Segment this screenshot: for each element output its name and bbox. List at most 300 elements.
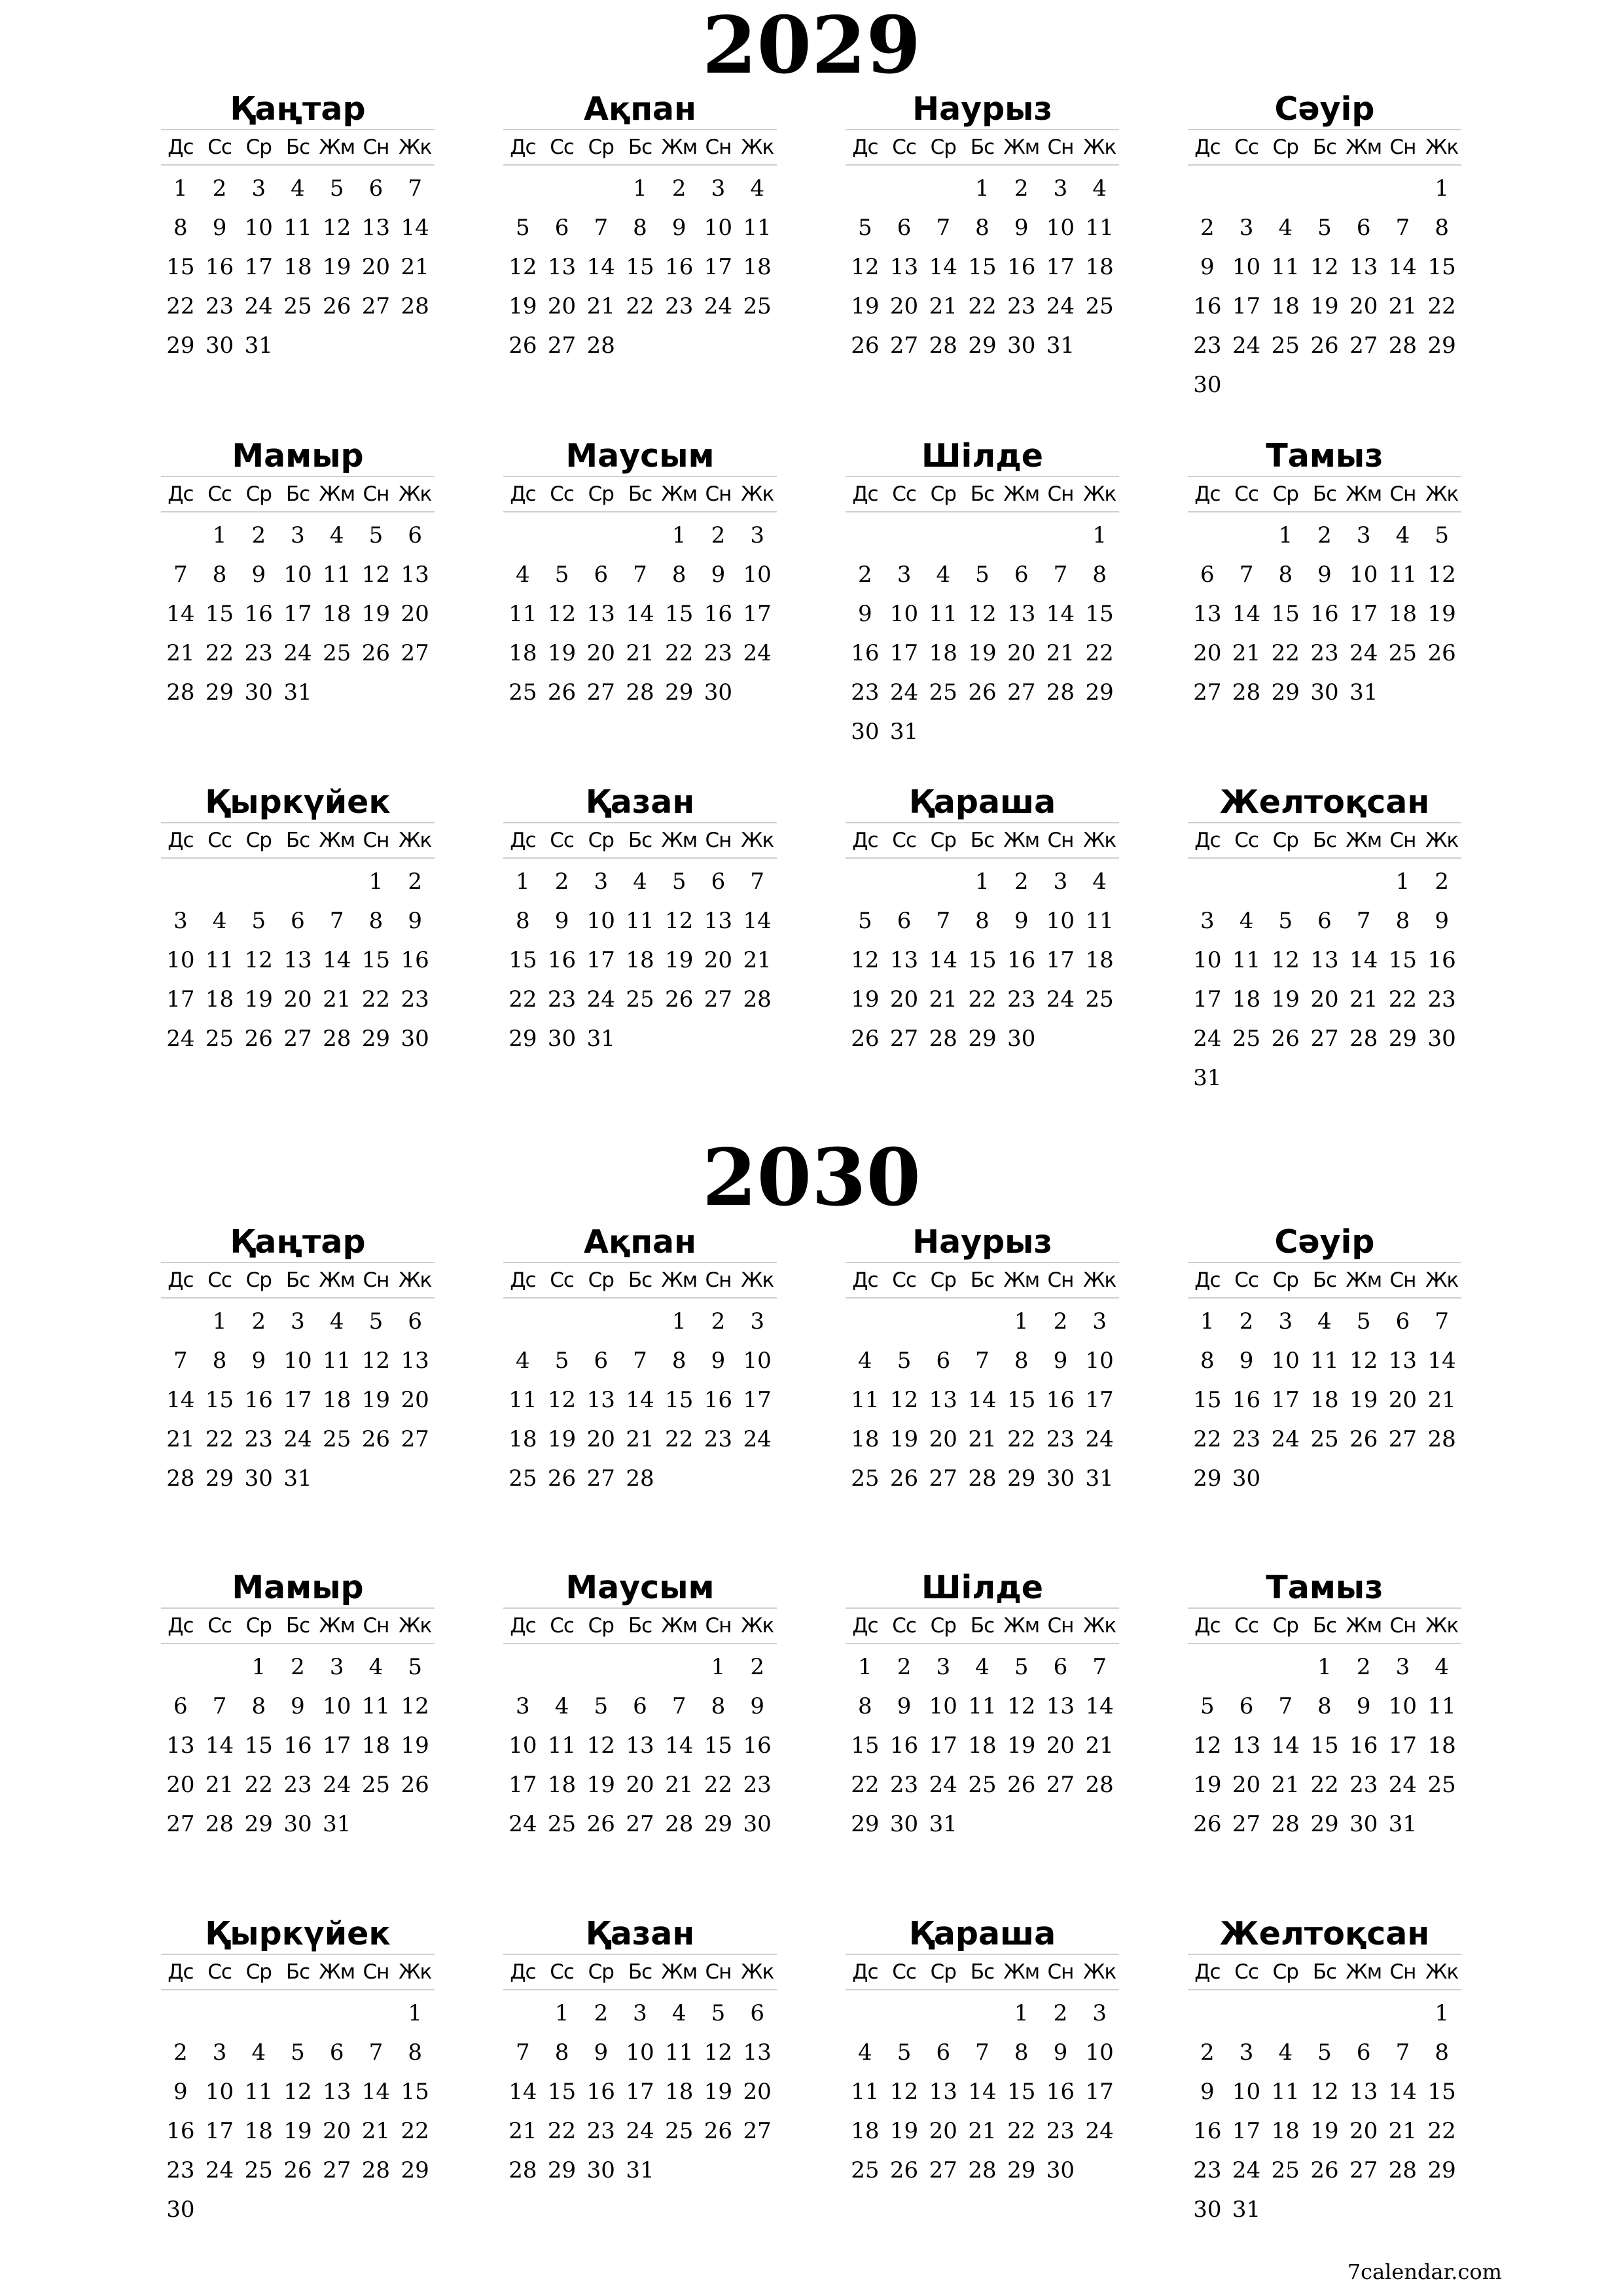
day-number: 15: [1007, 2079, 1036, 2105]
day-number: 23: [1427, 986, 1456, 1013]
day-number: 25: [283, 293, 312, 319]
empty-day-cell: [923, 1994, 963, 2033]
month-name: Қазан: [585, 1915, 695, 1952]
empty-day-cell: [885, 1302, 924, 1341]
day-number: 28: [1349, 1026, 1378, 1052]
day-number: 26: [283, 2157, 312, 2183]
day-number: 20: [743, 2079, 772, 2105]
day-number: 18: [1388, 601, 1418, 627]
empty-day-cell: [1266, 1994, 1305, 2033]
day-number: 3: [329, 1654, 344, 1680]
day-number: 21: [323, 986, 351, 1013]
weekday-label: Сн: [363, 1614, 389, 1638]
weekday-label: Дс: [1194, 482, 1221, 506]
day-number: 2: [897, 1654, 912, 1680]
day-number: 21: [743, 947, 772, 973]
weekday-header: [1188, 822, 1461, 859]
day-number: 4: [1278, 215, 1293, 241]
day-number: 12: [323, 215, 351, 241]
month-block: [846, 1568, 1119, 1844]
month-block: [846, 1223, 1119, 1498]
weekday-label: Бс: [1312, 829, 1337, 852]
day-number: 7: [1053, 562, 1068, 588]
weekday-label: Сс: [207, 1268, 232, 1292]
day-number: 17: [1388, 1732, 1418, 1759]
weekday-label: Ср: [245, 829, 272, 852]
empty-day-cell: [543, 1647, 582, 1687]
day-number: 27: [401, 640, 429, 666]
day-number: 14: [508, 2079, 537, 2105]
empty-day-cell: [963, 1994, 1002, 2033]
day-number: 25: [1271, 2157, 1300, 2183]
day-number: 29: [1427, 332, 1456, 359]
day-number: 22: [626, 293, 654, 319]
day-number: 9: [212, 215, 227, 241]
day-number: 12: [586, 1732, 615, 1759]
day-number: 15: [1427, 2079, 1456, 2105]
day-number: 27: [1232, 1811, 1261, 1837]
day-number: 20: [1310, 986, 1339, 1013]
weekday-label: Сс: [550, 482, 574, 506]
weekday-header: [161, 1262, 435, 1299]
day-number: 23: [1046, 1426, 1075, 1452]
weekday-label: Жм: [1003, 482, 1040, 506]
day-number: 4: [516, 562, 530, 588]
empty-day-cell: [278, 862, 317, 901]
day-number: 18: [205, 986, 234, 1013]
day-number: 27: [626, 1811, 654, 1837]
day-number: 20: [626, 1772, 654, 1798]
day-number: 26: [704, 2118, 733, 2144]
weekday-label: Бс: [285, 1614, 310, 1638]
weekday-label: Жм: [319, 1960, 355, 1984]
day-number: 12: [851, 254, 880, 280]
day-number: 12: [1271, 947, 1300, 973]
weekday-header: [503, 1262, 777, 1299]
day-number: 31: [586, 1026, 615, 1052]
day-number: 8: [212, 562, 227, 588]
day-number: 6: [936, 2039, 951, 2066]
day-number: 13: [586, 601, 615, 627]
day-number: 22: [968, 986, 997, 1013]
empty-day-cell: [1188, 1647, 1227, 1687]
day-number: 13: [1232, 1732, 1261, 1759]
day-number: 25: [1310, 1426, 1339, 1452]
empty-day-cell: [846, 862, 885, 901]
day-number: 25: [743, 293, 772, 319]
day-number: 1: [858, 1654, 872, 1680]
weekday-label: Сс: [1234, 1268, 1258, 1292]
year-title-2030: 2030: [702, 1132, 921, 1224]
day-number: 29: [1388, 1026, 1418, 1052]
day-number: 29: [1271, 679, 1300, 706]
weekday-label: Жм: [1003, 829, 1040, 852]
day-number: 9: [671, 215, 687, 241]
day-number: 26: [968, 679, 997, 706]
day-number: 5: [1200, 1693, 1215, 1719]
day-number: 4: [251, 2039, 266, 2066]
day-number: 7: [975, 2039, 990, 2066]
weekday-label: Сс: [207, 135, 232, 159]
weekday-label: Жк: [1425, 482, 1459, 506]
month-name: Шілде: [921, 437, 1044, 475]
day-number: 14: [205, 1732, 234, 1759]
day-number: 27: [586, 679, 615, 706]
day-number: 17: [166, 986, 195, 1013]
day-number: 15: [851, 1732, 880, 1759]
day-number: 26: [889, 2157, 919, 2183]
weekday-label: Жм: [661, 1268, 698, 1292]
day-number: 4: [329, 522, 344, 548]
day-number: 18: [1271, 2118, 1300, 2144]
day-number: 26: [244, 1026, 273, 1052]
day-number: 2: [711, 1308, 726, 1335]
day-grid: [161, 862, 435, 1058]
day-number: 8: [1200, 1348, 1215, 1374]
month-block: [161, 1914, 435, 2229]
day-number: 7: [408, 175, 422, 202]
day-number: 19: [361, 1387, 391, 1413]
site-credit: 7calendar.com: [1347, 2259, 1502, 2284]
day-number: 17: [704, 254, 733, 280]
weekday-label: Сн: [1389, 482, 1416, 506]
day-number: 26: [508, 332, 537, 359]
day-number: 2: [1053, 1308, 1068, 1335]
month-block: [161, 783, 435, 1058]
day-number: 20: [1232, 1772, 1261, 1798]
day-number: 18: [508, 640, 537, 666]
day-number: 7: [1395, 215, 1410, 241]
day-number: 15: [508, 947, 537, 973]
day-number: 28: [586, 332, 615, 359]
day-number: 29: [547, 2157, 577, 2183]
weekday-label: Дс: [168, 829, 194, 852]
day-number: 21: [1046, 640, 1075, 666]
day-number: 24: [1271, 1426, 1300, 1452]
day-number: 16: [743, 1732, 772, 1759]
day-number: 29: [205, 679, 234, 706]
day-number: 11: [1427, 1693, 1456, 1719]
day-number: 20: [361, 254, 391, 280]
day-number: 3: [173, 908, 188, 934]
day-number: 27: [547, 332, 577, 359]
weekday-label: Ср: [930, 482, 956, 506]
day-number: 3: [1200, 908, 1215, 934]
empty-day-cell: [923, 862, 963, 901]
day-number: 29: [1085, 679, 1114, 706]
weekday-label: Сн: [1047, 829, 1074, 852]
day-number: 10: [1232, 254, 1261, 280]
day-number: 20: [704, 947, 733, 973]
day-number: 16: [244, 601, 273, 627]
empty-day-cell: [503, 1302, 543, 1341]
day-number: 11: [1085, 215, 1114, 241]
day-number: 1: [212, 1308, 227, 1335]
day-number: 11: [743, 215, 772, 241]
day-number: 18: [547, 1772, 577, 1798]
day-number: 11: [508, 601, 537, 627]
day-number: 17: [626, 2079, 654, 2105]
day-number: 16: [586, 2079, 615, 2105]
weekday-label: Жм: [1003, 1960, 1040, 1984]
empty-day-cell: [620, 1647, 660, 1687]
day-number: 14: [1271, 1732, 1300, 1759]
empty-day-cell: [1227, 516, 1266, 555]
day-number: 9: [251, 1348, 266, 1374]
day-number: 17: [889, 640, 919, 666]
weekday-label: Сн: [363, 829, 389, 852]
day-number: 10: [743, 1348, 772, 1374]
day-number: 9: [1435, 908, 1449, 934]
day-number: 4: [633, 869, 647, 895]
weekday-label: Ср: [1272, 482, 1298, 506]
weekday-label: Сс: [1234, 829, 1258, 852]
day-number: 1: [554, 2000, 569, 2026]
weekday-label: Ср: [245, 1960, 272, 1984]
day-number: 3: [633, 2000, 647, 2026]
day-number: 23: [851, 679, 880, 706]
day-number: 29: [1007, 1465, 1036, 1492]
day-number: 22: [665, 1426, 694, 1452]
weekday-label: Дс: [168, 135, 194, 159]
weekday-label: Дс: [852, 1268, 878, 1292]
day-number: 7: [1435, 1308, 1449, 1335]
month-block: [503, 1223, 777, 1498]
day-number: 2: [212, 175, 227, 202]
day-number: 7: [173, 1348, 188, 1374]
day-number: 4: [975, 1654, 990, 1680]
day-grid: [161, 1994, 435, 2229]
day-number: 13: [586, 1387, 615, 1413]
day-number: 13: [626, 1732, 654, 1759]
empty-day-cell: [1305, 862, 1344, 901]
day-number: 22: [1085, 640, 1114, 666]
day-number: 4: [368, 1654, 383, 1680]
empty-day-cell: [1188, 169, 1227, 208]
day-grid: [1188, 1647, 1461, 1844]
day-number: 24: [586, 986, 615, 1013]
empty-day-cell: [963, 1302, 1002, 1341]
day-number: 28: [1427, 1426, 1456, 1452]
weekday-label: Бс: [970, 135, 995, 159]
day-number: 26: [1310, 332, 1339, 359]
day-number: 17: [1232, 2118, 1261, 2144]
day-number: 9: [711, 1348, 726, 1374]
day-number: 14: [586, 254, 615, 280]
day-number: 20: [166, 1772, 195, 1798]
day-number: 25: [665, 2118, 694, 2144]
day-number: 11: [851, 1387, 880, 1413]
weekday-label: Сс: [892, 1268, 916, 1292]
weekday-label: Жм: [661, 1614, 698, 1638]
weekday-label: Жм: [319, 135, 355, 159]
day-number: 20: [401, 601, 429, 627]
day-number: 1: [633, 175, 647, 202]
day-number: 26: [1271, 1026, 1300, 1052]
day-number: 26: [547, 1465, 577, 1492]
day-number: 17: [244, 254, 273, 280]
weekday-label: Жк: [399, 829, 432, 852]
empty-day-cell: [1266, 862, 1305, 901]
weekday-label: Жк: [1425, 1614, 1459, 1638]
day-number: 6: [936, 1348, 951, 1374]
day-number: 30: [889, 1811, 919, 1837]
day-number: 24: [743, 1426, 772, 1452]
day-number: 19: [1271, 986, 1300, 1013]
day-number: 6: [1317, 908, 1332, 934]
day-grid: [846, 1647, 1119, 1844]
day-number: 12: [968, 601, 997, 627]
day-number: 29: [166, 332, 195, 359]
day-number: 24: [205, 2157, 234, 2183]
day-number: 6: [1356, 215, 1371, 241]
day-number: 10: [1232, 2079, 1261, 2105]
day-number: 7: [633, 562, 647, 588]
day-number: 5: [897, 1348, 912, 1374]
day-number: 7: [936, 908, 951, 934]
day-number: 9: [750, 1693, 764, 1719]
day-number: 19: [1193, 1772, 1222, 1798]
day-number: 1: [975, 869, 990, 895]
day-number: 14: [968, 1387, 997, 1413]
day-number: 31: [283, 679, 312, 706]
empty-day-cell: [660, 1647, 699, 1687]
month-block: [1188, 1223, 1461, 1498]
day-number: 18: [244, 2118, 273, 2144]
day-number: 23: [244, 1426, 273, 1452]
day-number: 6: [594, 1348, 609, 1374]
weekday-label: Бс: [1312, 1960, 1337, 1984]
weekday-label: Ср: [930, 1268, 956, 1292]
day-number: 21: [1388, 293, 1418, 319]
day-number: 11: [205, 947, 234, 973]
day-number: 3: [291, 522, 305, 548]
day-number: 7: [975, 1348, 990, 1374]
day-number: 27: [1388, 1426, 1418, 1452]
day-number: 16: [401, 947, 429, 973]
day-number: 20: [323, 2118, 351, 2144]
day-grid: [846, 1994, 1119, 2190]
day-number: 17: [1046, 254, 1075, 280]
day-number: 27: [283, 1026, 312, 1052]
day-number: 5: [291, 2039, 305, 2066]
day-number: 23: [1232, 1426, 1261, 1452]
day-number: 2: [1356, 1654, 1371, 1680]
day-number: 13: [743, 2039, 772, 2066]
day-number: 28: [626, 679, 654, 706]
day-number: 18: [508, 1426, 537, 1452]
day-number: 31: [1046, 332, 1075, 359]
empty-day-cell: [317, 1994, 357, 2033]
day-number: 12: [1427, 562, 1456, 588]
weekday-header: [846, 822, 1119, 859]
day-number: 12: [547, 601, 577, 627]
day-number: 20: [1046, 1732, 1075, 1759]
weekday-label: Бс: [970, 1268, 995, 1292]
day-number: 15: [205, 601, 234, 627]
day-number: 28: [968, 2157, 997, 2183]
day-grid: [846, 516, 1119, 751]
day-number: 10: [1193, 947, 1222, 973]
day-number: 25: [1427, 1772, 1456, 1798]
day-number: 24: [1349, 640, 1378, 666]
day-number: 16: [1007, 254, 1036, 280]
day-number: 1: [1278, 522, 1293, 548]
day-number: 18: [743, 254, 772, 280]
day-number: 2: [594, 2000, 609, 2026]
day-number: 11: [244, 2079, 273, 2105]
day-number: 28: [743, 986, 772, 1013]
weekday-label: Дс: [852, 829, 878, 852]
weekday-label: Ср: [588, 1268, 614, 1292]
day-number: 10: [1349, 562, 1378, 588]
day-number: 3: [897, 562, 912, 588]
day-number: 4: [1092, 869, 1107, 895]
day-number: 12: [1310, 254, 1339, 280]
day-number: 23: [704, 640, 733, 666]
day-number: 9: [594, 2039, 609, 2066]
weekday-label: Ср: [245, 1268, 272, 1292]
day-number: 27: [1349, 2157, 1378, 2183]
day-number: 28: [166, 679, 195, 706]
day-number: 12: [665, 908, 694, 934]
day-number: 25: [323, 1426, 351, 1452]
day-number: 9: [897, 1693, 912, 1719]
day-number: 9: [1239, 1348, 1254, 1374]
day-number: 5: [408, 1654, 422, 1680]
day-number: 9: [1356, 1693, 1371, 1719]
day-number: 16: [851, 640, 880, 666]
weekday-label: Сс: [1234, 482, 1258, 506]
month-name: Қаңтар: [230, 1223, 366, 1261]
day-number: 19: [323, 254, 351, 280]
empty-day-cell: [581, 169, 620, 208]
day-number: 22: [1007, 2118, 1036, 2144]
day-number: 25: [1085, 293, 1114, 319]
day-number: 25: [626, 986, 654, 1013]
day-number: 25: [244, 2157, 273, 2183]
day-number: 15: [1085, 601, 1114, 627]
empty-day-cell: [1305, 1994, 1344, 2033]
empty-day-cell: [1383, 1994, 1423, 2033]
day-number: 8: [251, 1693, 266, 1719]
day-number: 14: [1388, 2079, 1418, 2105]
day-number: 23: [166, 2157, 195, 2183]
weekday-label: Бс: [970, 1614, 995, 1638]
weekday-label: Сн: [1389, 135, 1416, 159]
day-grid: [846, 169, 1119, 365]
day-number: 4: [554, 1693, 569, 1719]
day-number: 28: [626, 1465, 654, 1492]
day-number: 28: [1232, 679, 1261, 706]
day-number: 10: [1388, 1693, 1418, 1719]
day-number: 8: [975, 908, 990, 934]
weekday-label: Ср: [930, 829, 956, 852]
day-number: 30: [1349, 1811, 1378, 1837]
day-number: 10: [1085, 2039, 1114, 2066]
weekday-label: Дс: [510, 829, 536, 852]
day-number: 6: [594, 562, 609, 588]
day-number: 24: [1085, 1426, 1114, 1452]
weekday-label: Сн: [1389, 829, 1416, 852]
day-number: 16: [1427, 947, 1456, 973]
weekday-header: [161, 476, 435, 512]
day-number: 30: [1427, 1026, 1456, 1052]
day-number: 20: [929, 2118, 957, 2144]
day-number: 9: [1014, 908, 1029, 934]
day-number: 17: [1349, 601, 1378, 627]
weekday-label: Сн: [363, 482, 389, 506]
